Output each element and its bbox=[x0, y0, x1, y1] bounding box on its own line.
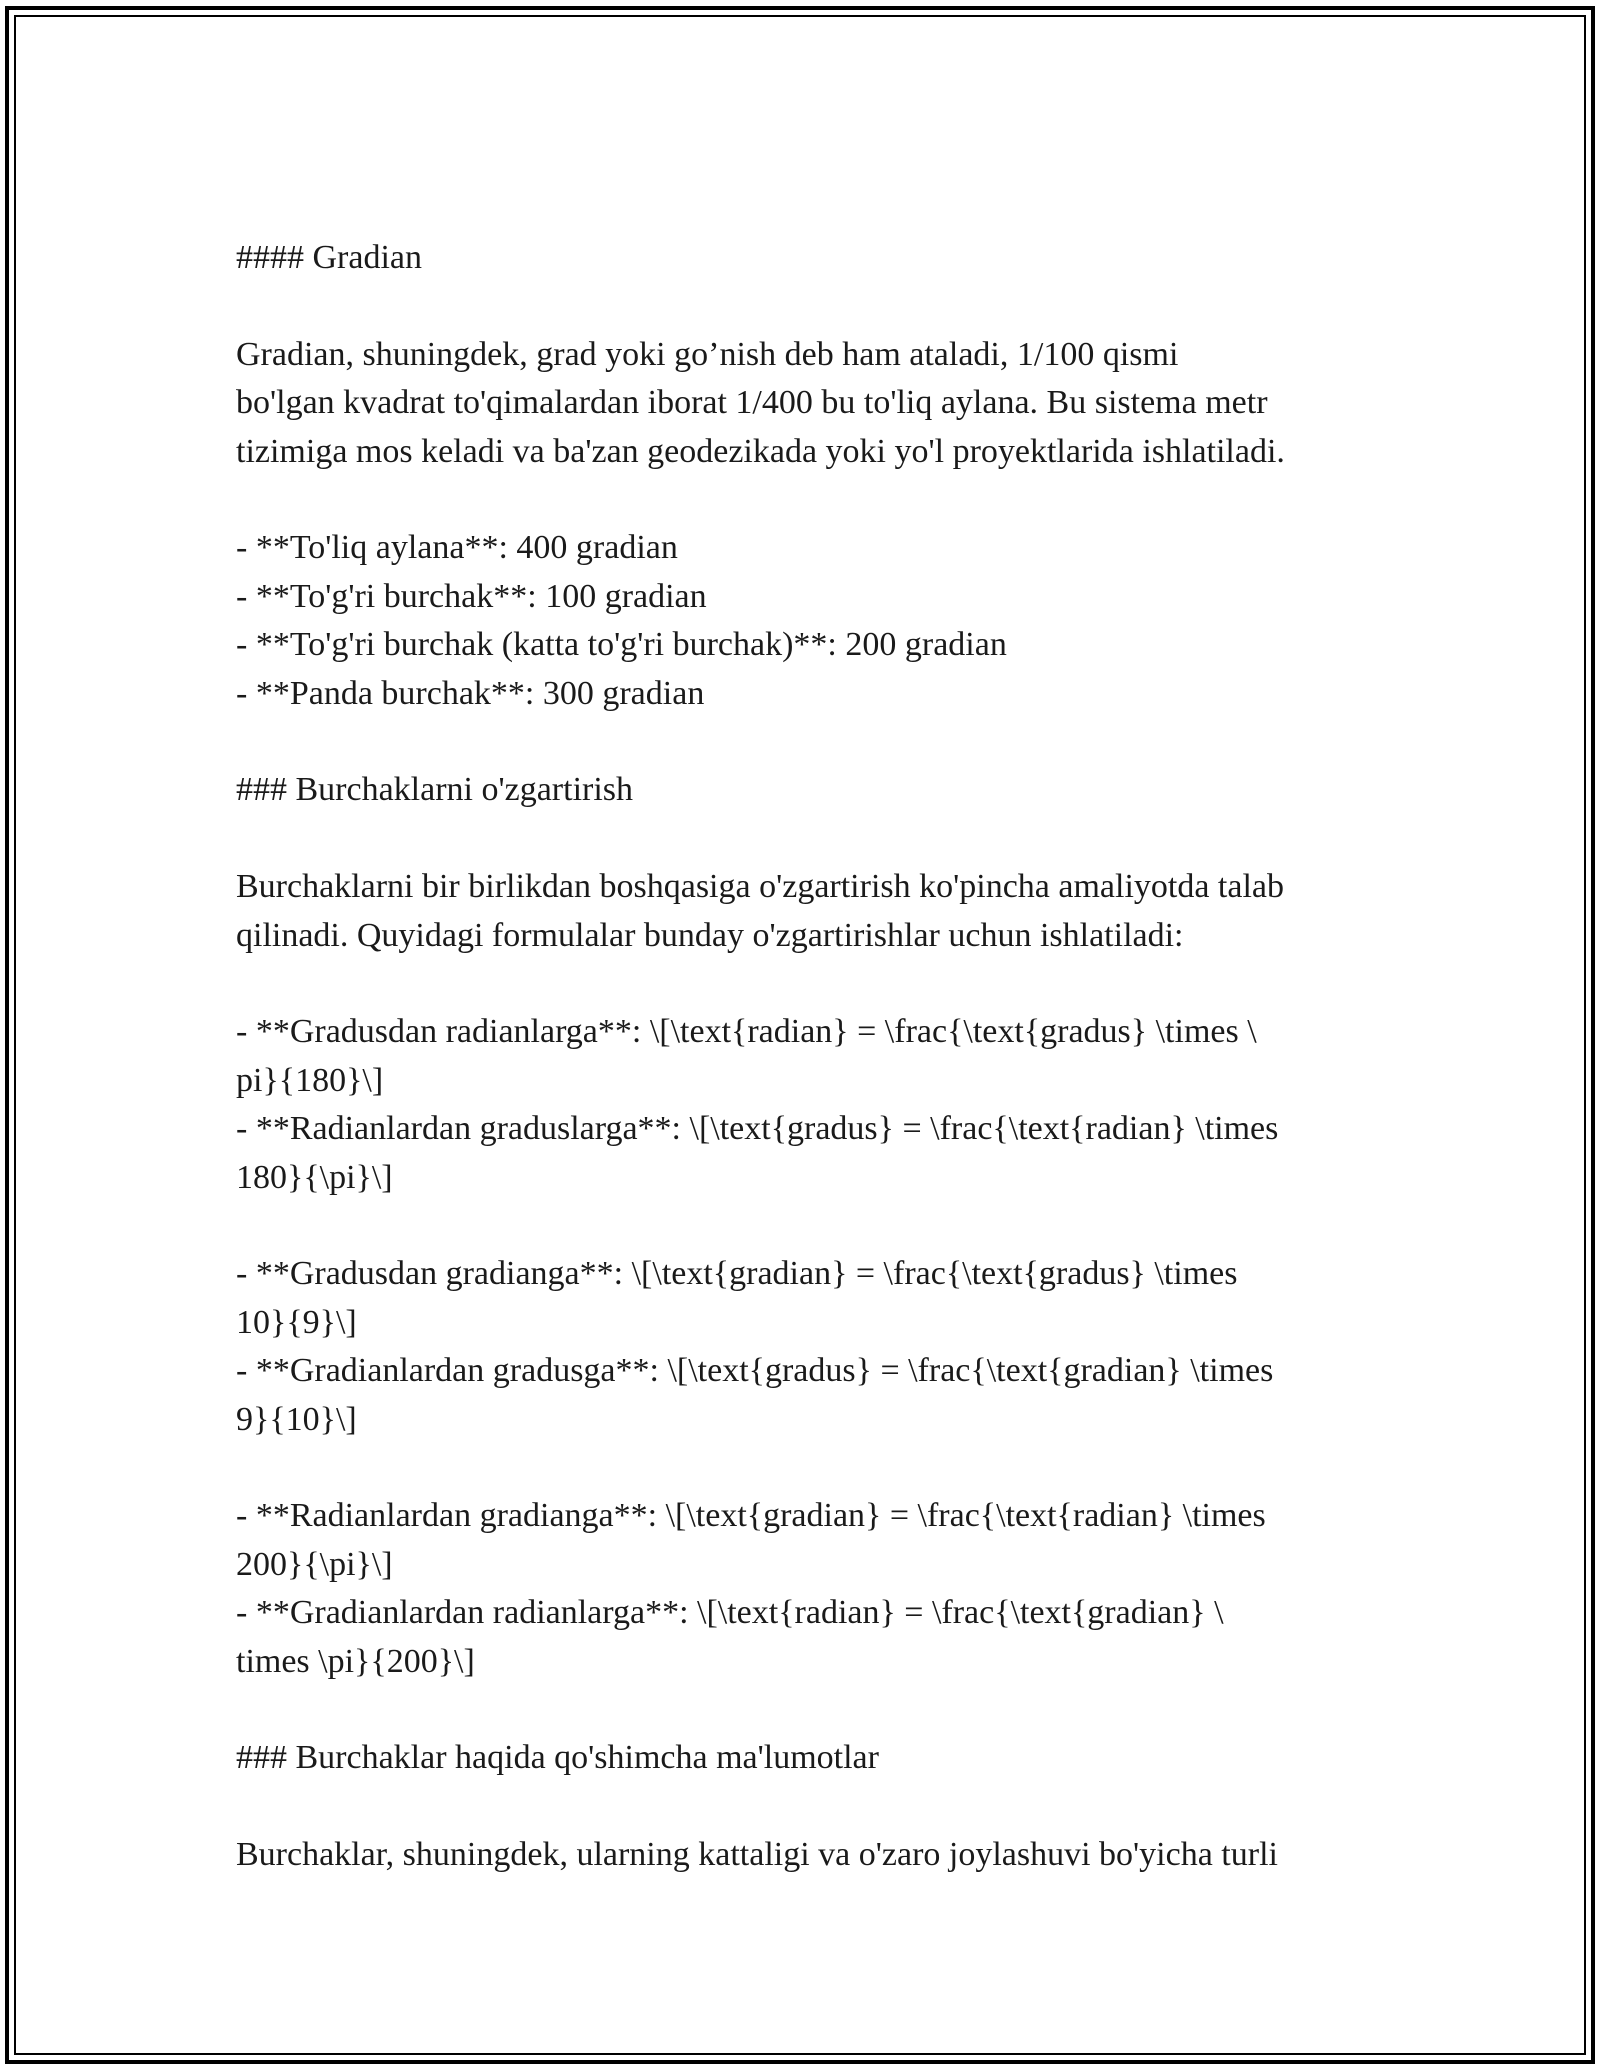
formula-line: - **Gradianlardan gradusga**: \[\text{gradus} = \frac{\text{gradian} \times bbox=[236, 1352, 1274, 1390]
list-item: - **To'g'ri burchak (katta to'g'ri burchak)**: 200 gradian bbox=[236, 626, 1007, 664]
formula-line: 180}{\pi}\] bbox=[236, 1158, 393, 1196]
gradian-list bbox=[236, 524, 1376, 718]
formula-line: - **Gradianlardan radianlarga**: \[\text{radian} = \frac{\text{gradian} \ bbox=[236, 1594, 1224, 1632]
formula-line: times \pi}{200}\] bbox=[236, 1642, 475, 1680]
formula-line: - **Radianlardan gradianga**: \[\text{gradian} = \frac{\text{radian} \times bbox=[236, 1497, 1266, 1535]
formula-line: - **Gradusdan radianlarga**: \[\text{radian} = \frac{\text{gradus} \times \ bbox=[236, 1013, 1257, 1051]
heading-conversion: ### Burchaklarni o'zgartirish bbox=[236, 771, 634, 809]
formula-line: - **Gradusdan gradianga**: \[\text{gradian} = \frac{\text{gradus} \times bbox=[236, 1255, 1238, 1293]
list-item: - **To'liq aylana**: 400 gradian bbox=[236, 529, 678, 567]
heading-additional-info: ### Burchaklar haqida qo'shimcha ma'lumotlar bbox=[236, 1739, 879, 1777]
formula-group-degrees-gradians bbox=[236, 1250, 1376, 1444]
text-line: Gradian, shuningdek, grad yoki go’nish deb ham ataladi, 1/100 qismi bbox=[236, 335, 1179, 373]
formula-line: 9}{10}\] bbox=[236, 1400, 357, 1438]
heading-gradian: #### Gradian bbox=[236, 239, 423, 276]
text-line: Burchaklar, shuningdek, ularning kattaligi va o'zaro joylashuvi bo'yicha turli bbox=[236, 1836, 1278, 1874]
list-item: - **To'g'ri burchak**: 100 gradian bbox=[236, 577, 707, 615]
text-line: bo'lgan kvadrat to'qimalardan iborat 1/400 bu to'liq aylana. Bu sistema metr bbox=[236, 384, 1268, 422]
text-line: qilinadi. Quyidagi formulalar bunday o'zgartirishlar uchun ishlatiladi: bbox=[236, 916, 1184, 954]
additional-paragraph bbox=[236, 1831, 1376, 1879]
document-body bbox=[236, 234, 1376, 1880]
formula-line: 10}{9}\] bbox=[236, 1303, 357, 1341]
formula-line: - **Radianlardan graduslarga**: \[\text{gradus} = \frac{\text{radian} \times bbox=[236, 1110, 1279, 1148]
list-item: - **Panda burchak**: 300 gradian bbox=[236, 674, 705, 712]
formula-line: pi}{180}\] bbox=[236, 1061, 384, 1099]
conversion-paragraph bbox=[236, 863, 1376, 960]
formula-group-radians-gradians bbox=[236, 1492, 1376, 1686]
text-line: tizimiga mos keladi va ba'zan geodezikada yoki yo'l proyektlarida ishlatiladi. bbox=[236, 432, 1285, 470]
formula-group-degrees-radians bbox=[236, 1008, 1376, 1202]
text-line: Burchaklarni bir birlikdan boshqasiga o'zgartirish ko'pincha amaliyotda talab bbox=[236, 868, 1285, 906]
formula-line: 200}{\pi}\] bbox=[236, 1545, 393, 1583]
gradian-paragraph bbox=[236, 331, 1376, 476]
